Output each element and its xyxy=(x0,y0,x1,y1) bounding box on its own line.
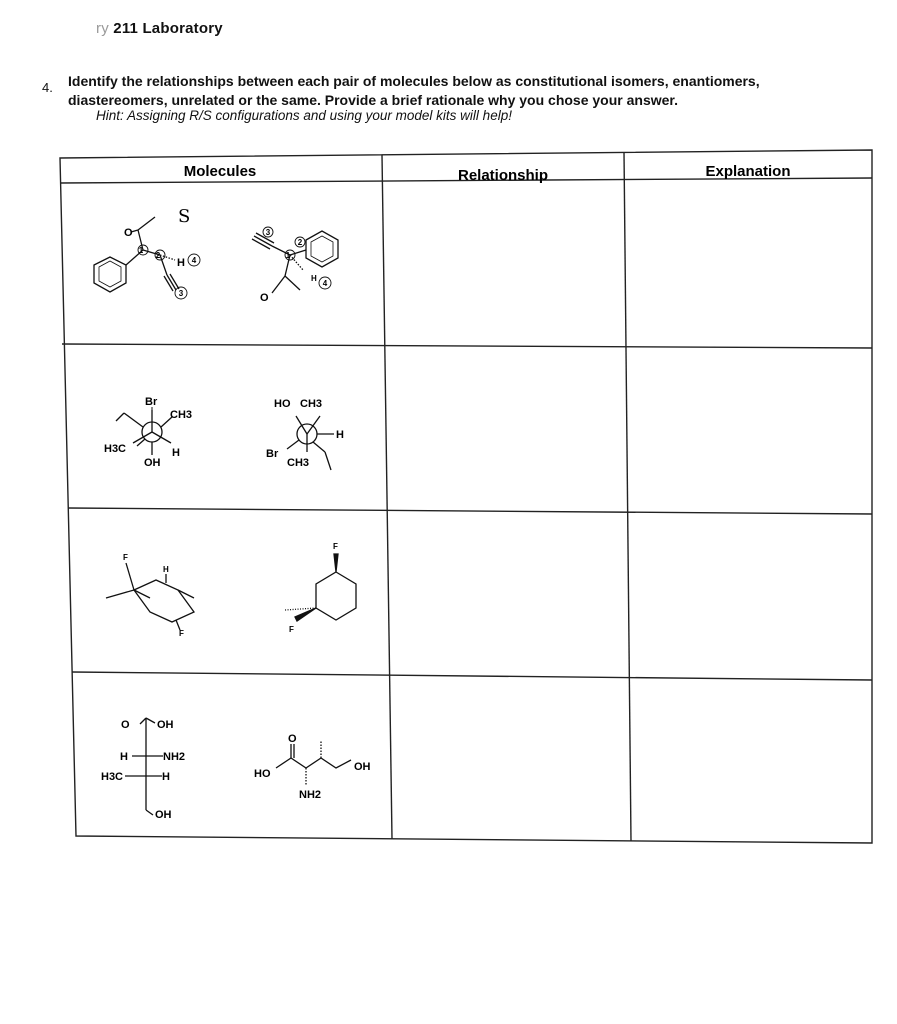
relationship-cell-3[interactable] xyxy=(394,520,622,670)
row2-right-bottom: CH3 xyxy=(287,457,310,469)
row1-left-circled-3: 3 xyxy=(178,289,184,298)
row2-right-top-left: HO xyxy=(274,398,291,410)
row4-right-o: O xyxy=(288,733,297,745)
explanation-cell-4[interactable] xyxy=(642,686,866,836)
row4-right-zigzag xyxy=(276,740,351,786)
row3-left-hydrogen: H xyxy=(163,565,169,574)
course-title: 211 Laboratory xyxy=(113,20,223,37)
row3-right-fluorine-top: F xyxy=(333,542,338,551)
hint-text: Hint: Assigning R/S configurations and using your model kits will help! xyxy=(96,108,512,123)
course-prefix: ry xyxy=(96,20,109,37)
row1-right-circled-2: 2 xyxy=(297,238,303,247)
row2-left-upper-right: CH3 xyxy=(170,409,193,421)
header-relationship: Relationship xyxy=(457,167,549,184)
explanation-cell-1[interactable] xyxy=(636,188,866,340)
row2-left-left: H3C xyxy=(104,443,127,455)
row1-right-circled-4: 4 xyxy=(322,279,328,288)
row3-left-chair xyxy=(106,563,194,630)
row1-left-oxygen: O xyxy=(124,227,133,239)
row1-right-oxygen: O xyxy=(260,292,269,304)
row2-right-right: H xyxy=(336,429,344,441)
row1-left-circled-4: 4 xyxy=(191,256,197,265)
row4-right-nh2: NH2 xyxy=(299,789,322,801)
relationship-cell-4[interactable] xyxy=(398,686,624,832)
row3-right-ring xyxy=(285,554,356,621)
row1-right-circled-1: 1 xyxy=(285,251,291,260)
header-molecules: Molecules xyxy=(183,163,257,180)
row3-left-fluorine-bottom: F xyxy=(179,629,184,638)
question-text: Identify the relationships between each pair of molecules below as constitutional isomers, enantiomers, diastereomers, unrelated or the same. Provide a brief rationale why you chose your answer. xyxy=(68,73,760,108)
row4-left-fischer xyxy=(125,718,163,815)
row3-left-fluorine-top: F xyxy=(123,553,128,562)
row2-right-left: Br xyxy=(266,448,279,460)
row1-right-circled-3: 3 xyxy=(265,228,271,237)
row2-right-top-right: CH3 xyxy=(300,398,323,410)
row1-left-circled-1: 1 xyxy=(138,246,144,255)
row4-left-nh2: NH2 xyxy=(163,751,186,763)
row4-left-h2: H xyxy=(162,771,170,783)
row1-left-hydrogen: H xyxy=(177,257,185,269)
explanation-cell-2[interactable] xyxy=(638,354,866,508)
header-explanation: Explanation xyxy=(705,163,791,180)
row3-right-fluorine-bottom: F xyxy=(289,625,294,634)
row1-right-hydrogen: H xyxy=(311,274,317,283)
question-number: 4. xyxy=(42,80,53,95)
row2-left-lower-right: H xyxy=(172,447,180,459)
relationship-cell-2[interactable] xyxy=(392,354,620,504)
explanation-cell-3[interactable] xyxy=(640,520,866,672)
row4-left-h1: H xyxy=(120,751,128,763)
row2-left-top: Br xyxy=(145,396,158,408)
handwritten-s-config: S xyxy=(178,206,191,227)
row4-left-top-oh: OH xyxy=(157,719,174,731)
row4-right-ho: HO xyxy=(254,768,271,780)
relationship-cell-1[interactable] xyxy=(390,190,618,340)
row4-right-oh: OH xyxy=(354,761,371,773)
row1-left-circled-2: 2 xyxy=(155,251,161,260)
row2-left-bottom: OH xyxy=(144,457,161,469)
row4-left-h3c: H3C xyxy=(101,771,124,783)
row4-left-top-o: O xyxy=(121,719,130,731)
row4-left-bottom-oh: OH xyxy=(155,809,172,821)
